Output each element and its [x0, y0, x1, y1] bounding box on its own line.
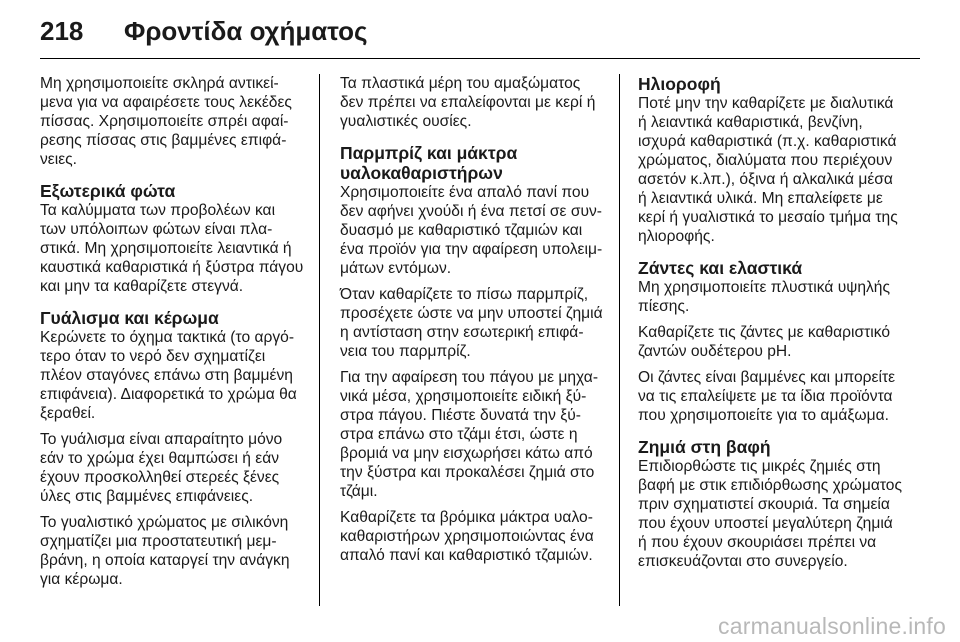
- heading-wheels-tyres: Ζάντες και ελαστικά: [638, 258, 803, 278]
- tar-removal-text: Μη χρησιμοποιείτε σκληρά αντικείμενα για να αφαιρέσετε τους λεκέδες πίσσας. Χρησιμοποιείτε σπρέι αφαίρεσης πίσσας στις βαμμένες επιφάνειες.: [40, 75, 292, 168]
- page-title: Φροντίδα οχήματος: [124, 15, 368, 46]
- windows-text-4: Καθαρίζετε τα βρόμικα μάκτρα υαλοκαθαριστήρων χρησιμοποιώντας ένα απαλό πανί και καθαριστικό τζαμιών.: [340, 509, 594, 564]
- windows-text-1: Χρησιμοποιείτε ένα απαλό πανί που δεν αφήνει χνούδι ή ένα πετσί σε συνδυασμό με καθαριστικό τζαμιών και ένα προϊόν για την αφαίρεση υπολειμμάτων εντόμων.: [340, 184, 603, 277]
- exterior-lights-text: Τα καλύμματα των προβολέων και των υπόλοιπων φώτων είναι πλαστικά. Μη χρησιμοποιείτε λειαντικά ή καυστικά καθαριστικά ή ξύστρα πάγου και μην τα καθαρίζετε στεγνά.: [40, 202, 304, 295]
- heading-polish-wax: Γυάλισμα και κέρωμα: [40, 308, 219, 328]
- heading-paint-damage: Ζημιά στη βαφή: [638, 437, 771, 457]
- heading-sunroof: Ηλιοροφή: [638, 74, 721, 94]
- polish-text-1: Κερώνετε το όχημα τακτικά (το αργότερο όταν το νερό δεν σχηματίζει πλέον σταγόνες επάνω στη βαμμένη επιφάνεια). Διαφορετικά το χρώμα θα ξεραθεί.: [40, 329, 297, 422]
- wheels-text-3: Οι ζάντες είναι βαμμένες και μπορείτε να τις επαλείψετε με τα ίδια προϊόντα που χρησιμοποιείτε για το αμάξωμα.: [638, 369, 896, 424]
- wheels-text-2: Καθαρίζετε τις ζάντες με καθαριστικό ζαντών ουδέτερου pH.: [638, 324, 891, 360]
- heading-windows-wipers: Παρμπρίζ και μάκτρα υαλοκαθαριστήρων: [340, 143, 518, 183]
- sunroof-text: Ποτέ μην την καθαρίζετε με διαλυτικά ή λειαντικά καθαριστικά, βενζίνη, ισχυρά καθαριστικά (π.χ. καθαριστικά χρώματος, διαλύματα που περιέχουν ασετόν κ.λπ.), όξινα ή αλκαλικά μέσα ή λειαντικά υλικά. Μη επαλείφετε με κερί ή γυαλιστικά το μεσαίο τμήμα της ηλιοροφής.: [638, 95, 898, 245]
- column-1: [40, 74, 304, 596]
- header-rule: [40, 58, 920, 59]
- polish-text-3: Το γυαλιστικό χρώματος με σιλικόνη σχηματίζει μια προστατευτική μεμβράνη, η οποία καταργεί την ανάγκη για κέρωμα.: [40, 514, 290, 588]
- page-number: 218: [40, 15, 84, 46]
- paint-damage-text: Επιδιορθώστε τις μικρές ζημιές στη βαφή με στικ επιδιόρθωσης χρώματος πριν σχηματιστεί σκουριά. Τα σημεία που έχουν υποστεί μεγαλύτερη ζημιά ή που έχουν σκουριάσει πρέπει να επισκευάζονται στο συνεργείο.: [638, 458, 902, 570]
- polish-text-2: Το γυάλισμα είναι απαραίτητο μόνο εάν το χρώμα έχει θαμπώσει ή εάν έχουν προσκολληθεί στερεές ξένες ύλες στις βαμμένες επιφάνειες.: [40, 431, 283, 505]
- page-header: [40, 8, 920, 54]
- wheels-text-1: Μη χρησιμοποιείτε πλυστικά υψηλής πίεσης.: [638, 279, 890, 315]
- column-3: [638, 74, 902, 578]
- plastic-parts-text: Τα πλαστικά μέρη του αμαξώματος δεν πρέπει να επαλείφονται με κερί ή γυαλιστικές ουσίες.: [340, 75, 596, 130]
- column-2: [340, 74, 604, 572]
- windows-text-3: Για την αφαίρεση του πάγου με μηχανικά μέσα, χρησιμοποιείτε ειδική ξύστρα πάγου. Πιέστε δυνατά την ξύστρα επάνω στο τζάμι έτσι, ώστε η βρομιά να μην εισχωρήσει κάτω από την ξύστρα και προκαλέσει ζημιά στο τζάμι.: [340, 369, 599, 500]
- windows-text-2: Όταν καθαρίζετε το πίσω παρμπρίζ, προσέχετε ώστε να μην υποστεί ζημιά η αντίσταση στην εσωτερική επιφάνεια του παρμπρίζ.: [340, 286, 603, 360]
- watermark: carmanualsonline.info: [718, 613, 946, 639]
- heading-exterior-lights: Εξωτερικά φώτα: [40, 181, 176, 201]
- column-divider-1: [319, 74, 320, 606]
- column-divider-2: [619, 74, 620, 606]
